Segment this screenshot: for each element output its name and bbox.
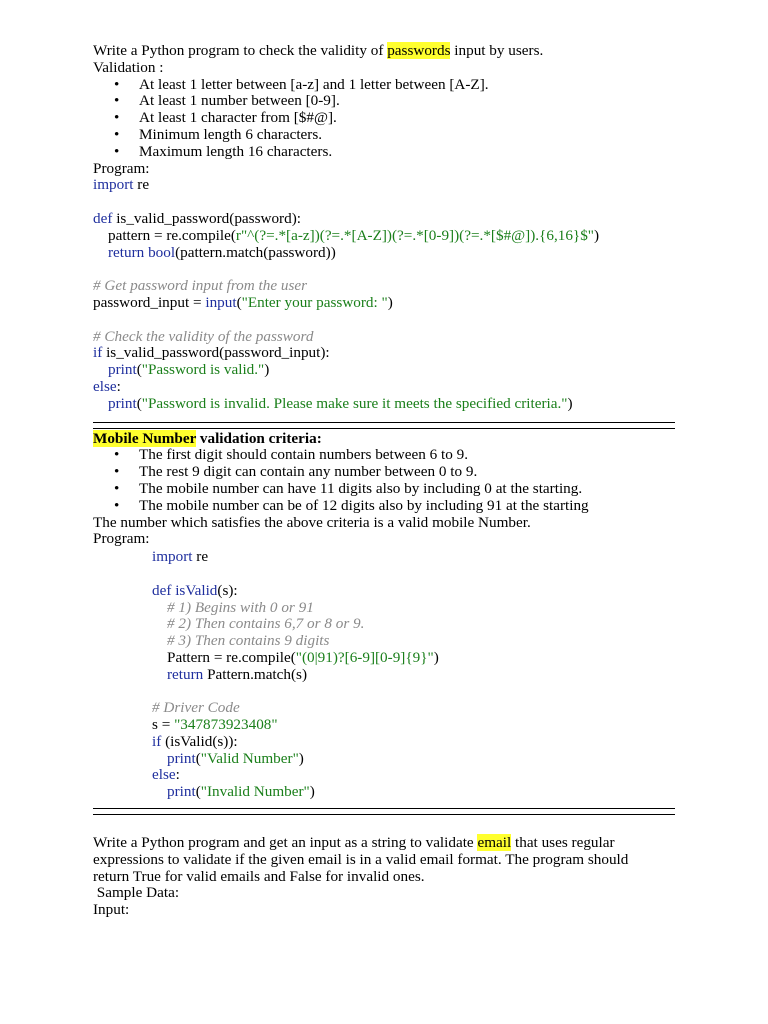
blank-line [93,194,683,211]
string-literal: "Password is invalid. Please make sure it meets the specified criteria." [141,394,568,412]
email-text: Write a Python program and get an input as a string to validate [93,834,478,852]
bullet-icon: • [114,463,120,481]
document-page [93,43,683,919]
code-line [93,784,683,801]
code-text: password_input = [93,293,206,311]
heading-text: validation criteria: [196,429,322,447]
string-literal: r"^(?=.*[a-z])(?=.*[A-Z])(?=.*[0-9])(?=.*[$#@]).{6,16}$" [235,226,595,244]
code-text: re [192,548,209,566]
bullet-icon: • [114,446,120,464]
string-literal: "Invalid Number" [200,783,310,801]
highlight-mobile-number: Mobile Number [93,429,197,447]
keyword: def [93,209,113,227]
code-line [93,751,683,768]
code-comment: # 1) Begins with 0 or 91 [167,598,314,616]
code-text: ( [136,394,142,412]
code-text: ) [433,648,439,666]
code-text: ( [195,783,201,801]
keyword: if [93,344,103,362]
rule-text: At least 1 number between [0-9]. [139,92,340,110]
list-item [93,93,683,110]
mobile-summary: The number which satisfies the above criteria is a valid mobile Number. [93,513,531,531]
builtin: print [167,749,196,767]
code-text: re [133,176,150,194]
validation-label: Validation : [93,58,164,76]
code-line [93,345,683,362]
code-text: : [175,766,180,784]
code-text: s = [152,716,175,734]
code-line [93,211,683,228]
code-line [93,295,683,312]
builtin: input [205,293,237,311]
builtin: print [167,783,196,801]
code-comment: # Driver Code [152,699,240,717]
function-name: isValid [171,581,218,599]
code-text: pattern = re.compile( [108,226,236,244]
keyword: import [93,176,134,194]
rule-text: The mobile number can be of 12 digits also by including 91 at the starting [139,496,589,514]
code-text: ) [298,749,304,767]
mobile-code-block [93,548,683,801]
rule-text: The mobile number can have 11 digits also by including 0 at the starting. [139,479,583,497]
keyword: def [152,581,172,599]
program-label: Program: [93,530,150,548]
code-comment: # Get password input from the user [93,277,308,295]
code-text: : [116,377,121,395]
mobile-heading [93,431,683,448]
password-rules-list [93,77,683,161]
list-item [93,110,683,127]
intro-text: Write a Python program to check the validity of [93,42,388,59]
builtin: print [108,361,137,379]
blank-line [93,312,683,329]
bullet-icon: • [114,92,120,110]
intro-text-end: input by users. [450,42,544,59]
list-item [93,498,683,515]
sample-data-label: Sample Data: [93,884,180,902]
bullet-icon: • [114,496,120,514]
builtin: print [108,394,137,412]
code-comment: # 2) Then contains 6,7 or 8 or 9. [167,615,365,633]
code-text: ) [594,226,600,244]
email-intro-line1 [93,835,683,852]
blank-line [93,566,683,583]
code-text: ) [264,361,270,379]
rule-text: At least 1 letter between [a-z] and 1 letter between [A-Z]. [139,75,489,93]
highlight-passwords: passwords [387,42,451,59]
code-line [93,717,683,734]
code-text: (s): [217,581,238,599]
code-text: (pattern.match(password)) [175,243,336,261]
code-comment: # 3) Then contains 9 digits [167,632,330,650]
code-text: ( [195,749,201,767]
input-label: Input: [93,901,130,919]
section-divider [93,422,675,429]
code-comment: # Check the validity of the password [93,327,314,345]
builtin: bool [144,243,176,261]
highlight-email: email [477,834,512,852]
blank-line [93,683,683,700]
rule-text: Minimum length 6 characters. [139,125,323,143]
bullet-icon: • [114,125,120,143]
password-intro [93,43,683,60]
string-literal: "Password is valid." [141,361,265,379]
code-line [93,650,683,667]
rule-text: Maximum length 16 characters. [139,142,333,160]
list-item [93,481,683,498]
bullet-icon: • [114,479,120,497]
code-text: ) [309,783,315,801]
keyword: else [152,766,176,784]
string-literal: "Valid Number" [200,749,299,767]
code-line [93,245,683,262]
list-item [93,77,683,94]
email-intro-line2: expressions to validate if the given email is in a valid email format. The program should [93,850,629,868]
code-line [93,734,683,751]
code-line [93,396,683,413]
section-divider [93,808,675,815]
email-intro-line3: return True for valid emails and False for invalid ones. [93,867,425,885]
code-line [93,583,683,600]
list-item [93,144,683,161]
code-line [93,667,683,684]
keyword: return [167,665,204,683]
code-text: ( [236,293,242,311]
code-line [93,379,683,396]
blank-line [93,261,683,278]
code-text: (isValid(s)): [161,732,238,750]
list-item [93,127,683,144]
password-code-block [93,177,683,412]
code-text: ) [387,293,393,311]
bullet-icon: • [114,75,120,93]
rule-text: The first digit should contain numbers between 6 to 9. [139,446,469,464]
rule-text: At least 1 character from [$#@]. [139,109,337,127]
code-text: Pattern = re.compile( [167,648,296,666]
code-line [93,362,683,379]
code-text: ( [136,361,142,379]
code-text: Pattern.match(s) [203,665,308,683]
list-item [93,447,683,464]
code-text: is_valid_password(password_input): [102,344,330,362]
code-line [93,228,683,245]
bullet-icon: • [114,142,120,160]
list-item [93,464,683,481]
code-line [93,767,683,784]
keyword: import [152,548,193,566]
program-label: Program: [93,159,150,177]
keyword: if [152,732,162,750]
string-literal: "Enter your password: " [241,293,388,311]
bullet-icon: • [114,109,120,127]
email-text: that uses regular [511,834,615,852]
code-text: ) [567,394,573,412]
code-line [93,177,683,194]
string-literal: "(0|91)?[6-9][0-9]{9}" [295,648,434,666]
code-line [93,549,683,566]
keyword: else [93,377,117,395]
code-text: (password): [229,209,301,227]
keyword: return [108,243,145,261]
rule-text: The rest 9 digit can contain any number between 0 to 9. [139,463,478,481]
string-literal: "347873923408" [174,716,278,734]
mobile-rules-list [93,447,683,514]
code-text: is_valid_password [112,209,230,227]
